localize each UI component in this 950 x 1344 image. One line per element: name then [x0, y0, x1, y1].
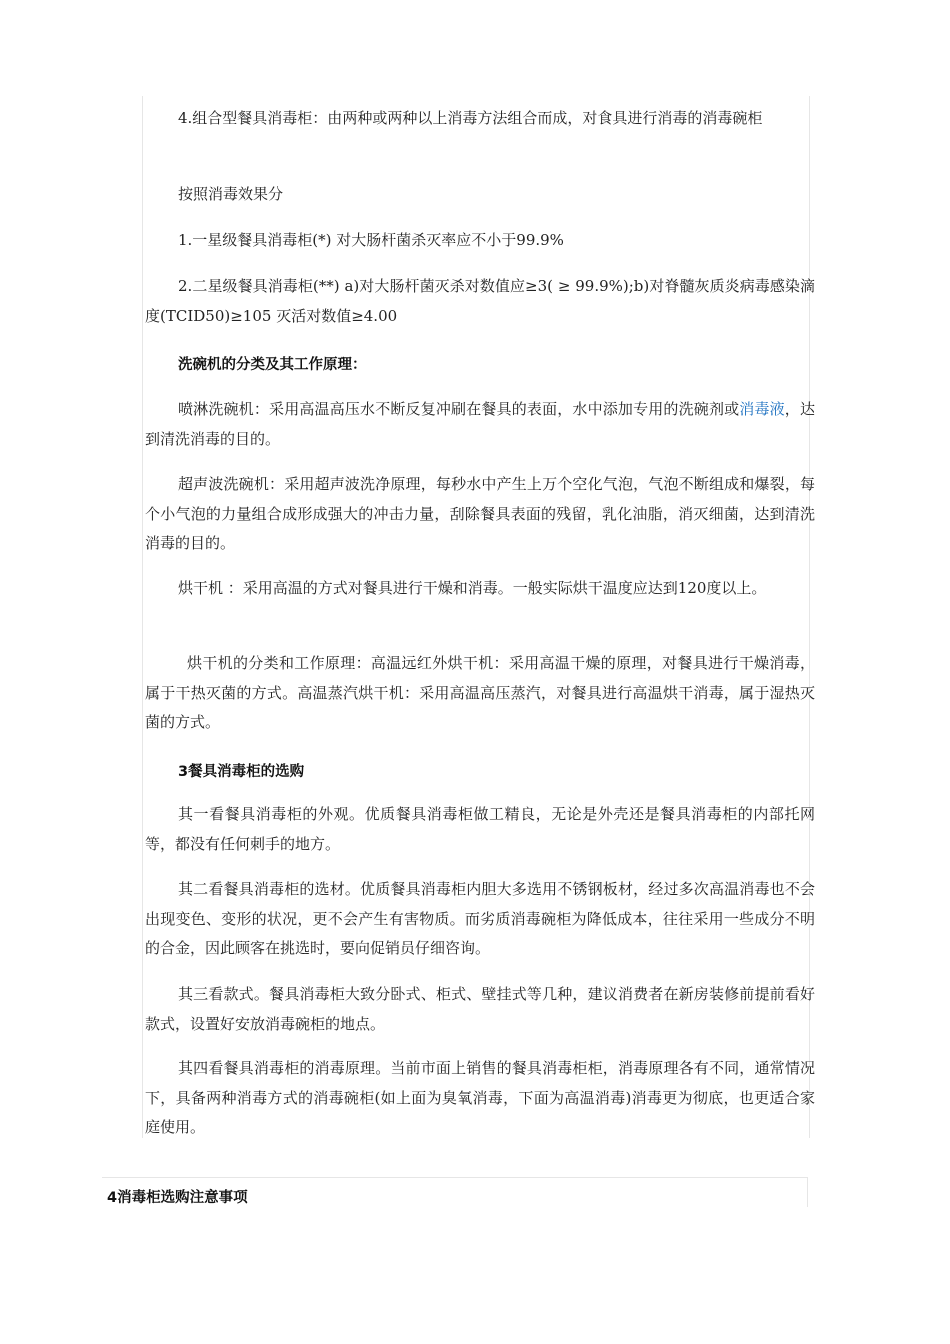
paragraph-dryer-types: 烘干机的分类和工作原理：高温远红外烘干机：采用高温干燥的原理，对餐具进行干燥消毒，属于干热灭菌的方式。高温蒸汽烘干机：采用高温高压蒸汽，对餐具进行高温烘干消毒，属于湿热灭菌的方式。 [145, 654, 815, 731]
paragraph-dryer: 烘干机 ：采用高温的方式对餐具进行干燥和消毒。一般实际烘干温度应达到120度以上。 [178, 579, 767, 597]
paragraph-material: 其二看餐具消毒柜的选材。优质餐具消毒柜内胆大多选用不锈钢板材，经过多次高温消毒也不会出现变色、变形的状况，更不会产生有害物质。而劣质消毒碗柜为降低成本，往往采用一些成分不明的合金，因此顾客在挑选时，要向促销员仔细咨询。 [145, 880, 815, 957]
heading-purchase: 3餐具消毒柜的选购 [178, 764, 305, 780]
paragraph-two-star: 2.二星级餐具消毒柜(**) a)对大肠杆菌灭杀对数值应≥3( ≥ 99.9%);b)对脊髓灰质炎病毒感染滴度(TCID50)≥105 灭活对数值≥4.00 [145, 277, 815, 325]
spray-text-before: 喷淋洗碗机：采用高温高压水不断反复冲刷在餐具的表面，水中添加专用的洗碗剂或 [178, 400, 740, 418]
heading-notes: 4消毒柜选购注意事项 [107, 1190, 248, 1206]
paragraph-spray-dishwasher [145, 395, 815, 454]
paragraph-by-effect: 按照消毒效果分 [178, 185, 284, 203]
paragraph-principle: 其四看餐具消毒柜的消毒原理。当前市面上销售的餐具消毒柜柜，消毒原理各有不同，通常情况下，具备两种消毒方式的消毒碗柜(如上面为臭氧消毒，下面为高温消毒)消毒更为彻底，也更适合家庭使用。 [145, 1059, 815, 1136]
paragraph-style: 其三看款式。餐具消毒柜大致分卧式、柜式、壁挂式等几种，建议消费者在新房装修前提前看好款式，设置好安放消毒碗柜的地点。 [145, 985, 815, 1033]
heading-dishwasher-types: 洗碗机的分类及其工作原理： [178, 357, 367, 373]
section-divider [102, 1177, 808, 1178]
paragraph-ultrasonic-dishwasher: 超声波洗碗机：采用超声波洗净原理，每秒水中产生上万个空化气泡，气泡不断组成和爆裂，每个小气泡的力量组合成形成强大的冲击力量，刮除餐具表面的残留，乳化油脂，消灭细菌，达到清洗消毒的目的。 [145, 475, 815, 552]
section-frame-edge [807, 1177, 808, 1207]
paragraph-one-star: 1.一星级餐具消毒柜(*) 对大肠杆菌杀灭率应不小于99.9% [178, 231, 564, 249]
disinfectant-link[interactable]: 消毒液 [739, 400, 785, 418]
paragraph-combination-cabinet: 4.组合型餐具消毒柜：由两种或两种以上消毒方法组合而成，对食具进行消毒的消毒碗柜 [178, 109, 763, 127]
paragraph-appearance: 其一看餐具消毒柜的外观。优质餐具消毒柜做工精良，无论是外壳还是餐具消毒柜的内部托网等，都没有任何刺手的地方。 [145, 805, 815, 853]
spray-text-after: ，达到清洗消毒的目的。 [145, 400, 815, 448]
